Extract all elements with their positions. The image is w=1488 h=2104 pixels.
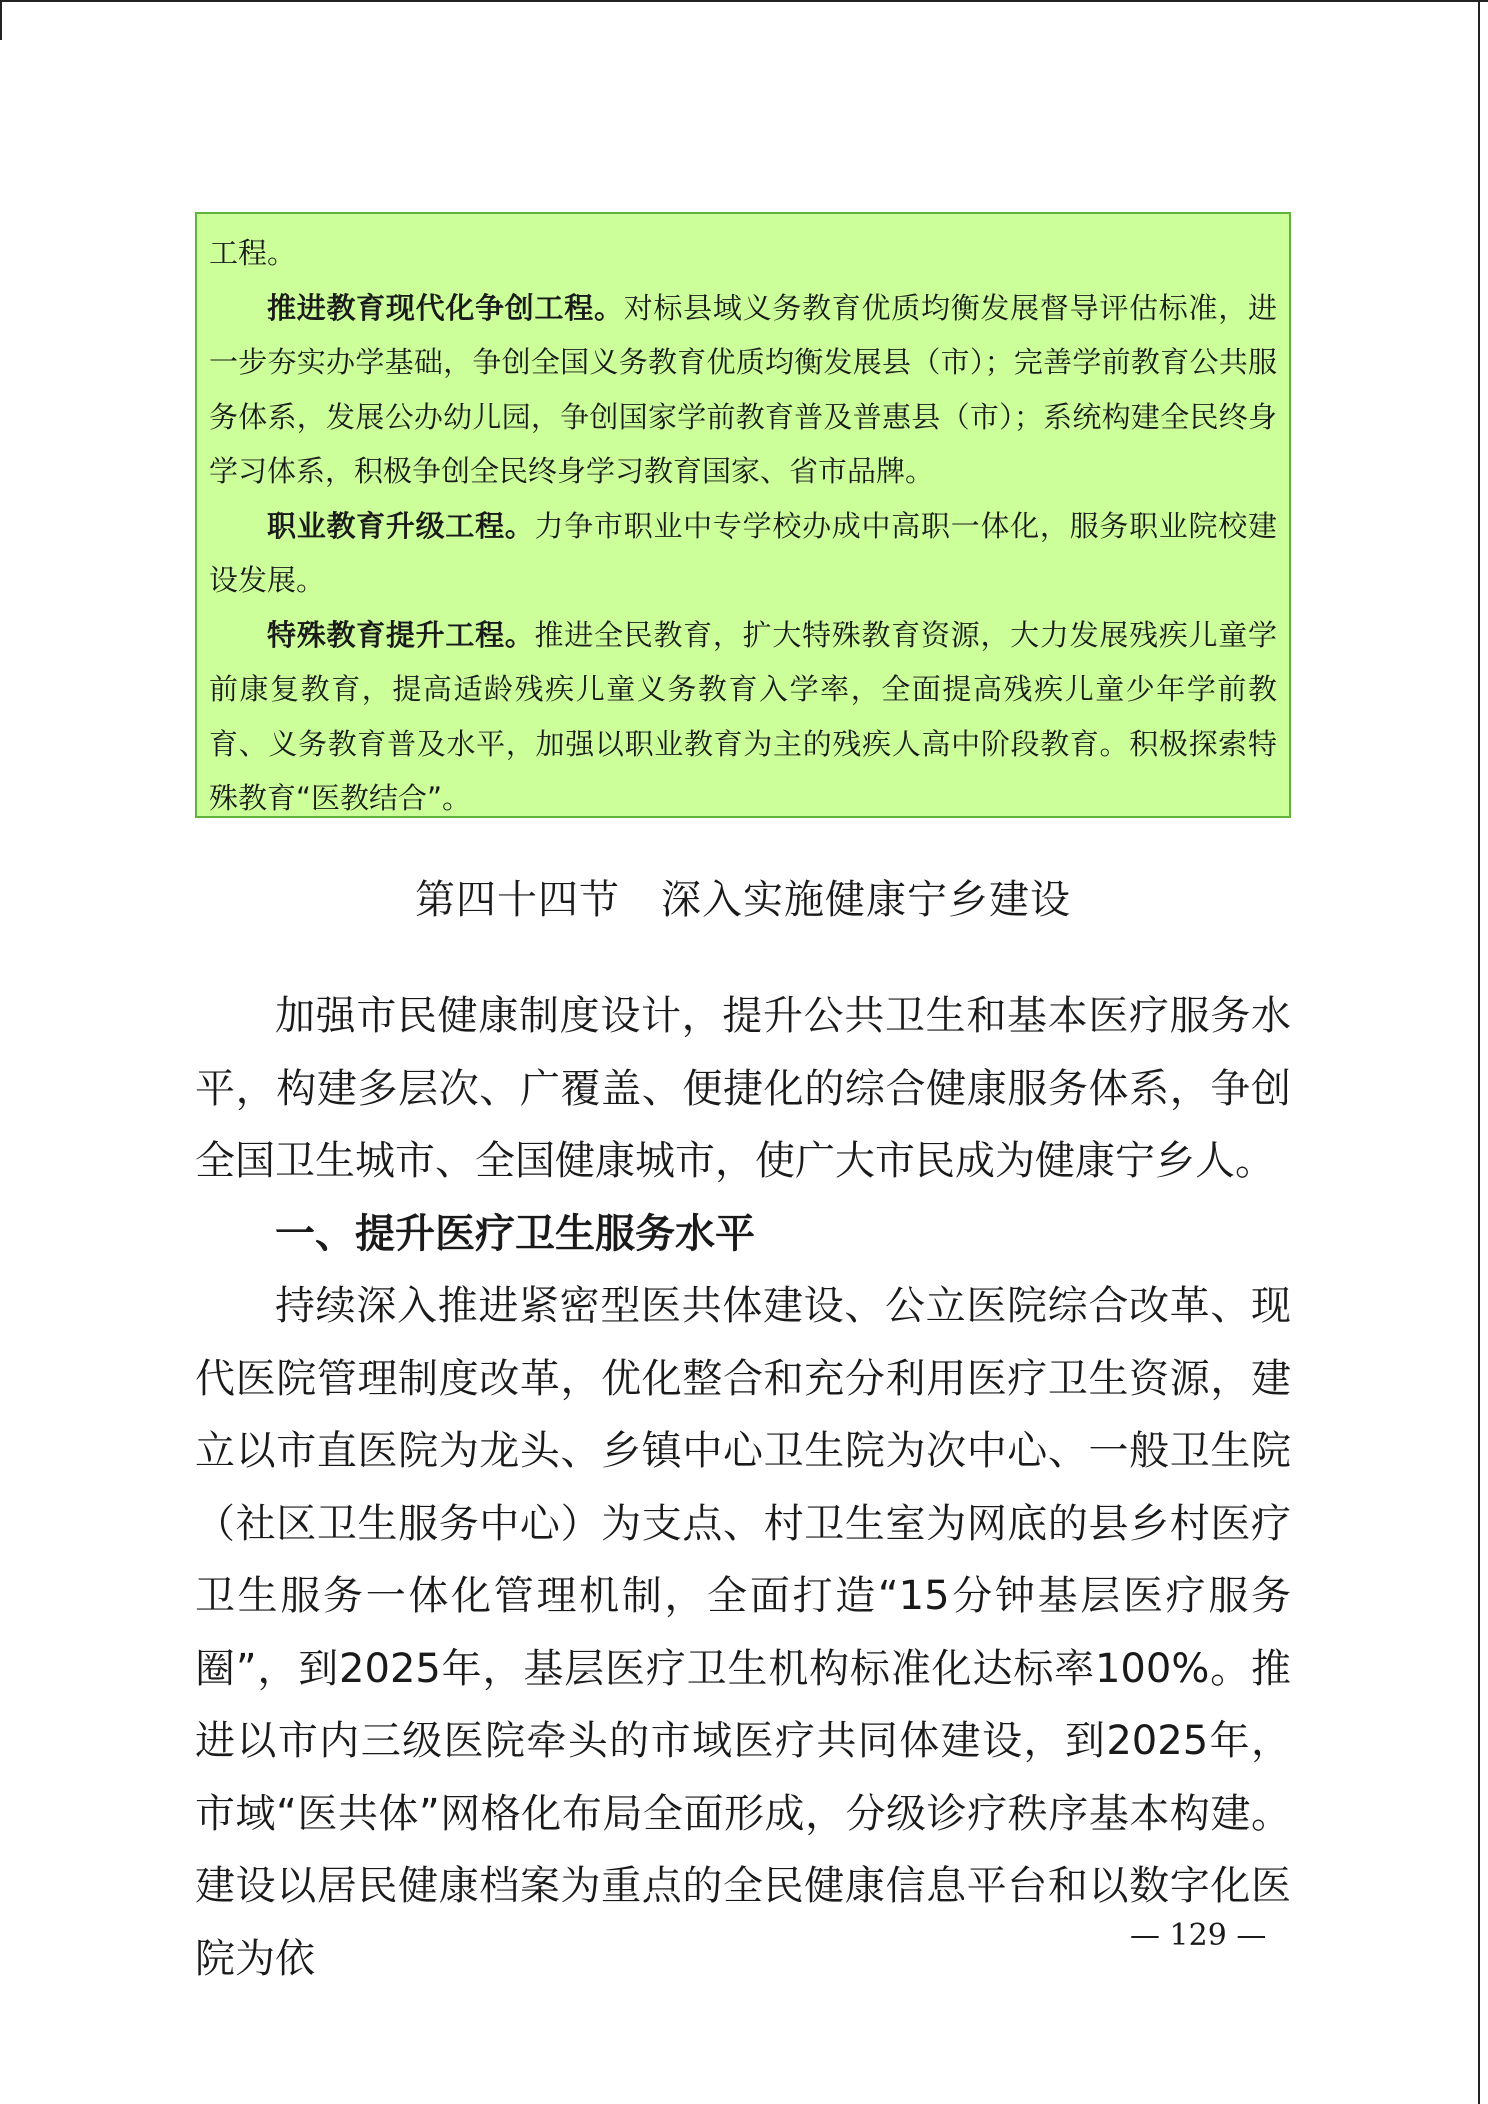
body-paragraph: 持续深入推进紧密型医共体建设、公立医院综合改革、现代医院管理制度改革，优化整合和充分利用医疗卫生资源，建立以市直医院为龙头、乡镇中心卫生院为次中心、一般卫生院（社区卫生服务中心）为支点、村卫生室为网底的县乡村医疗卫生服务一体化管理机制，全面打造“15分钟基层医疗服务圈”，到2025年，基层医疗卫生机构标准化达标率100%。推进以市内三级医院牵头的市域医疗共同体建设，到2025年，市域“医共体”网格化布局全面形成，分级诊疗秩序基本构建。建设以居民健康档案为重点的全民健康信息平台和以数字化医院为依 [195,1283,1291,1982]
page-left-border [0,0,2,40]
highlight-box [195,212,1291,818]
box-paragraph-special-education [209,608,1277,826]
subheading: 一、提升医疗卫生服务水平 [275,1210,755,1257]
page-number: — 129 — [1130,1918,1267,1953]
box-paragraph-education-modernization [209,281,1277,499]
box-paragraph-vocational-education [209,499,1277,608]
box-paragraph-heading: 职业教育升级工程。 [267,508,535,543]
box-continuation-line: 工程。 [209,236,297,270]
box-paragraph-heading: 特殊教育提升工程。 [267,617,535,652]
main-body [195,980,1291,1995]
box-paragraph-text: 对标县域义务教育优质均衡发展督导评估标准，进一步夯实办学基础，争创全国义务教育优质均衡发展县（市）；完善学前教育公共服务体系，发展公办幼儿园，争创国家学前教育普及普惠县（市）；系统构建全民终身学习体系，积极争创全民终身学习教育国家、省市品牌。 [209,290,1277,488]
box-paragraph-text: 力争市职业中专学校办成中高职一体化，服务职业院校建设发展。 [209,508,1277,597]
page-top-border [0,0,1488,2]
intro-paragraph: 加强市民健康制度设计，提升公共卫生和基本医疗服务水平，构建多层次、广覆盖、便捷化的综合健康服务体系，争创全国卫生城市、全国健康城市，使广大市民成为健康宁乡人。 [195,993,1291,1184]
box-paragraph-text: 推进全民教育，扩大特殊教育资源，大力发展残疾儿童学前康复教育，提高适龄残疾儿童义务教育入学率，全面提高残疾儿童少年学前教育、义务教育普及水平，加强以职业教育为主的残疾人高中阶段教育。积极探索特殊教育“医教结合”。 [209,617,1277,815]
section-title: 第四十四节 深入实施健康宁乡建设 [415,877,1071,923]
box-paragraph-heading: 推进教育现代化争创工程。 [267,290,624,325]
page-right-border [1478,0,1480,2104]
